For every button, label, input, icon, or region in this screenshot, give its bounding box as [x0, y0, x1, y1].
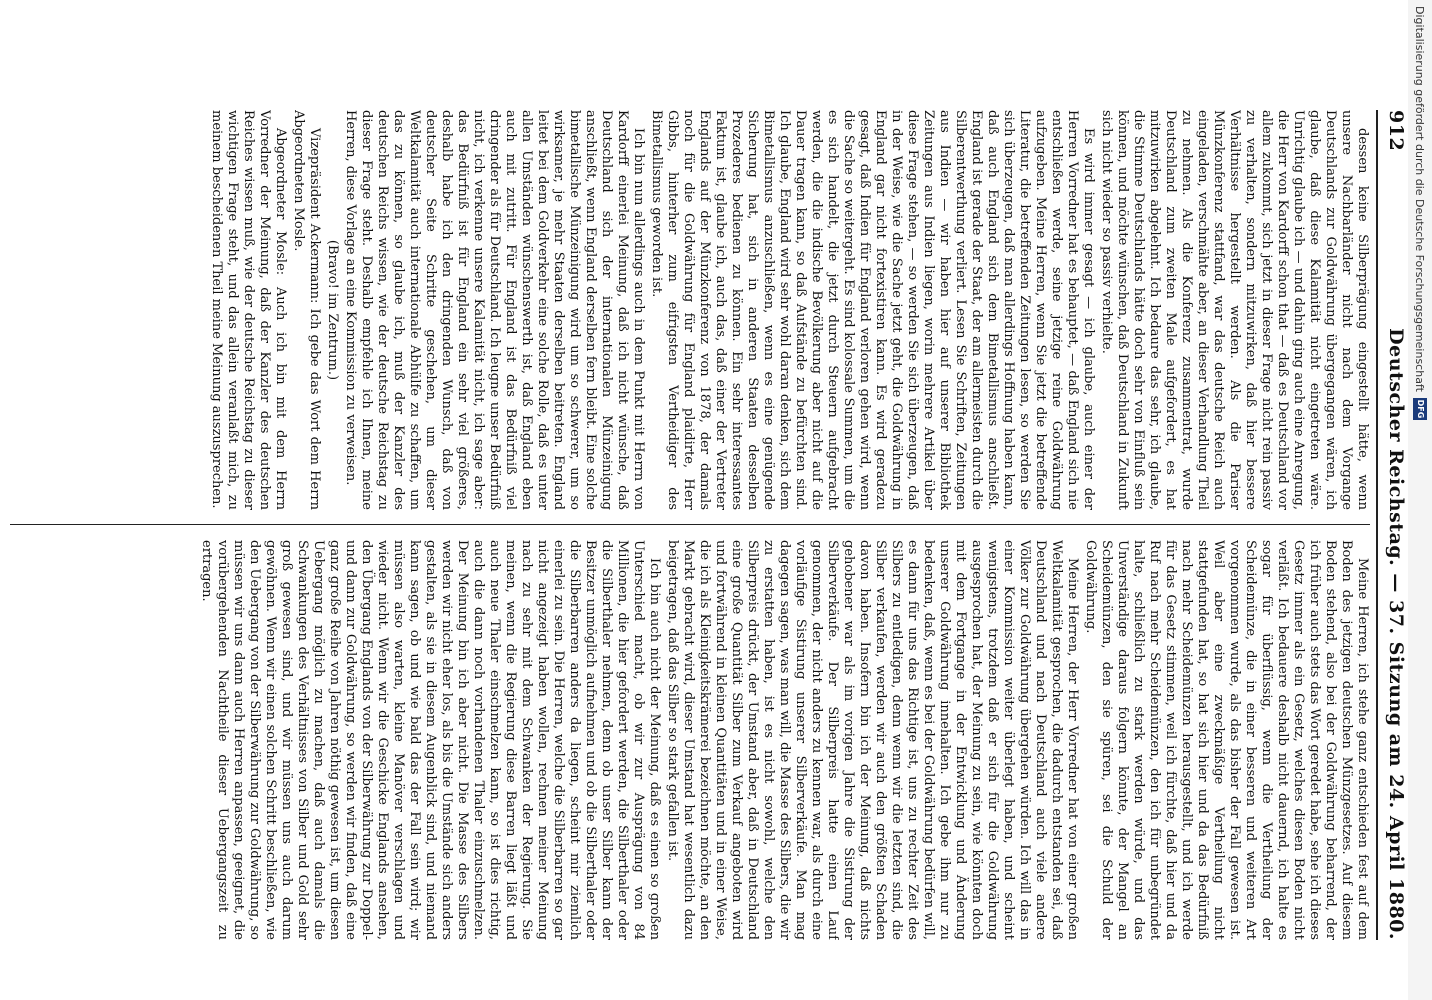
digitization-credit — [1408, 0, 1432, 1000]
text-column-right — [10, 540, 1370, 940]
page-number: 912 — [1385, 110, 1407, 152]
paragraph: Meine Herren, der Herr Vorredner hat von einer großen Weltkalamität gesprochen, die dadurch entstanden sei, daß Deutschland und nach Deutschland auch viele andere Völker zur Goldwährung übergehen würden. Ich will das in einer Kommission weiter überlegt haben, und scheint wenigstens, trotzdem daß er sich für die Goldwährung ausgesprochen hat, der Meinung zu sein, wie könnten doch mit dem Fortgange in der Entwicklung und Änderung unserer Goldwährung innehalten. Ich gebe ihm nur zu bedenken, daß, wenn es bei der Goldwährung bedürfen will, es dann für uns das Richtige ist, uns zu rechter Zeit des Silbers zu entledigen, denn wenn wir die letzten sind, die Silber verkaufen, werden wir auch den größten Schaden davon haben. Insofern bin ich der Meinung, daß nichts gehobener war als im vorigen Jahre die Sistirung der Silberverkäufe. Der Silberpreis hatte einen Lauf genommen, der nicht anders zu kennen war, als durch eine vorläufige Sistirung unserer Silberverkäufe. Man mag dagegen sagen, was man will, die Masse des Silbers, die wir zu erstatten haben, ist es nicht sowohl, welche den Silberpreis drückt, der Umstand aber, daß in Deutschland eine große Quantität Silber zum Verkauf angeboten wird und fortwährend in kleinen Quantitäten und in einer Weise, die ich als Kleinigkeitskrämerei bezeichnen möchte, an den Markt gebracht wird, dieser Umstand hat wesentlich dazu beigetragen, daß das Silber so stark gefallen ist. — [665, 540, 1080, 940]
paragraph: Ich bin auch nicht der Meinung, daß es einen so großen Unterschied macht, ob wir zur Ausprägung von 84 Millionen, die hier gefordert werden, die Silberthaler oder die Silberthaler nehmen, denn ob unser Silber kann der Besitzer unmöglich aufnehmen und ob die Silberthaler oder die Silberbarren anders da liegen, scheint mir ziemlich einerlei zu sein. Die Herren, welche die Silberbarren so gar nicht angezeigt haben wollen, rechnen meiner Meinung nach zu sehr mit dem Schwanken der Regierung. Sie meinen, wenn die Regierung diese Barren liegt läßt und auch neue Thaler einschmelzen kann, so ist dies richtig, auch die dann noch vorhandenen Thaler einzuschmelzen. Der Meinung bin ich aber nicht. Die Masse des Silbers werden wir nicht eher los, als bis die Umstände sich anders gestalten, als sie in diesem Augenblick sind, und niemand kann sagen, ob und wie bald das der Fall sein wird; wir müssen also warten, kleine Manöver verschlagen und wieder nicht. Wenn wir die Geschicke Englands ansehen, den Übergang Englands von der Silberwährung zur Doppel- und dann zur Goldwährung, so werden wir finden, daß eine ganz große Reihe von Jahren nöthig gewesen ist, um diesen Uebergang möglich zu machen, daß auch damals die Schwankungen des Verhältnisses von Silber und Gold sehr groß gewesen sind, und wir müssen uns auch darum gewöhnen. Wenn wir einen solchen Schritt beschließen, wie den Uebergang von der Silberwährung zur Goldwährung, so müssen wir uns dann auch Herren anpassen, geeignet, die vorübergehenden Nachtheile dieser Uebergangszeit zu ertragen. — [199, 540, 662, 940]
speaker-paragraph: Abgeordneter Mosle: Auch ich bin mit dem Herrn Vorredner der Meinung, daß der Kanzler des deutschen Reiches wissen muß, wie der deutsche Reichstag zu dieser wichtigen Frage steht, und das allein veranlaßt mich, zu meinem bescheidenen Theil meine Meinung auszusprechen. — [209, 110, 288, 510]
speaker-paragraph: Vizepräsident Ackermann: Ich gebe das Wort dem Herrn Abgeordneten Mosle. — [291, 110, 322, 510]
paragraph: dessen keine Silberprägung eingestellt hätte, wenn unsere Nachbarländer nicht nach dem Vorgange Deutschlands zur Goldwährung übergegangen wären, ich glaube, daß diese Kalamität nicht eingetreten wäre. Unrichtig glaube ich — und dahin ging auch eine Anregung, die Herr von Kardorff schon that — daß es Deutschland vor allem zukommt, sich jetzt in dieser Frage nicht rein passiv zu verhalten, sondern mitzuwirken, daß hier bessere Verhältnisse hergestellt werden. Als die Pariser Münzkonferenz stattfand, war das deutsche Reich auch eingeladen, verschmähte aber, an dieser Verhandlung Theil zu nehmen. Als die Konferenz zusammentrat, wurde Deutschland zum zweiten Male aufgefordert, es hat mitzuwirken abgelehnt. Ich bedaure das sehr, ich glaube, die Stimme Deutschlands hätte doch sehr von Einfluß sein können, und möchte wünschen, daß Deutschland in Zukunft sich nicht wieder so passiv verhielte. — [1099, 110, 1370, 510]
paragraph: Ich bin nun allerdings auch in dem Punkt mit Herrn von Kardorff einerlei Meinung, daß ich nicht wünsche, daß Deutschland sich der internationalen Münzeinigung anschließt, wenn England derselben fern bleibt. Eine solche bimetallische Münzeinigung wird um so schwerer, um so wirksamer, je mehr Staaten derselben beitreten. England leitet bei dem Goldverkehr eine solche Rolle, daß es unter allen Umständen wünschenswerth ist, daß England eben auch mit zutritt. Für England ist das Bedürfniß viel dringender als für Deutschland. Ich leugne unser Bedürfniß nicht, ich verkenne unsere Kalamität nicht, ich sage aber: das Bedürfniß ist für England ein sehr viel größeres, deshalb habe ich den dringenden Wunsch, daß von deutscher Seite Schritte geschehen, um dieser Weltkalamität auch internationale Abhülfe zu schaffen, um das zu können, so glaube ich, muß der Kanzler des deutschen Reichs wissen, wie der deutsche Reichstag zu dieser Frage steht. Deshalb empfehle ich Ihnen, meine Herren, diese Vorlage an eine Kommission zu verweisen. — [343, 110, 646, 510]
paragraph: Es wird immer gesagt — ich glaube, auch einer der Herren Vorredner hat es behauptet, — daß England sich nie entschließen werde, seine jetzige reine Goldwährung aufzugeben. Meine Herren, wenn Sie jetzt die betreffende Literatur, die betreffenden Zeitungen lesen, so werden Sie sich überzeugen, daß man allerdings Hoffnung haben kann, daß auch England sich dem Bimetallismus anschließt. England ist gerade der Staat, der am allermeisten durch die Silberentwerthung verliert. Lesen Sie Schriften, Zeitungen aus Indien — wir haben hier auf unserer Bibliothek Zeitungen aus Indien liegen, worin mehrere Artikel über diese Frage stehen, — so werden Sie sich überzeugen, daß in der Weise, wie die Sache jetzt geht, die Goldwährung in England gar nicht fortexistiren kann. Es wird geradezu gesagt, daß Indien für England verloren gehen wird, wenn die Sache so weitergeht. Es sind kolossale Summen, um die es sich handelt, die jetzt durch Steuern aufgebracht werden, die die indische Bevölkerung aber nicht auf die Dauer tragen kann, so daß Aufstände zu befürchten sind. Ich glaube, England wird sehr wohl daran denken, sich dem Bimetallismus anzuschließen, wenn es eine genügende Sicherung hat, sich in anderen Staaten desselben Prozederes bedienen zu können. Ein sehr interessantes Faktum ist, glaube ich, auch das, daß einer der Vertreter Englands auf der Münzkonferenz von 1878, der damals noch für die Goldwährung für England plaidirte, Herr Gibbs, hinterher zum eifrigsten Vertheidiger des Bimetallismus geworden ist. — [649, 110, 1096, 510]
paragraph: Meine Herren, ich stehe ganz entschieden fest auf dem Boden des jetzigen deutschen Münzgesetzes. Auf diesem Boden stehend, also bei der Goldwährung beharrend, der ich früher auch stets das Wort geredet habe, sehe ich dieses Gesetz immer als ein Gesetz, welches diesen Boden nicht verläßt. Ich bedauere deshalb nicht dauernd, ich halte es sogar für überflüssig, wenn die Vertheilung der Scheidemünze, die in einer besseren und weiteren Art vorgenommen wurde, als das bisher der Fall gewesen ist. Weil aber eine zweckmäßige Vertheilung nicht stattgefunden hat, so hat sich hier und da das Bedürfniß nach mehr Scheidemünzen herausgestellt, und ich werde für das Gesetz stimmen, weil ich fürchte, daß hier und da Ruf nach mehr Scheidemünzen, den ich für unbegründet halte, schließlich zu stark werden würde, und das Unverständige daraus folgern könnte, der Mangel an Scheidemünzen, den sie spüren, sei die Schuld der Goldwährung. — [1083, 540, 1370, 940]
credit-text: Digitalisierung gefördert durch die Deutsche Forschungsgemeinschaft — [1413, 6, 1427, 392]
applause-note: (Bravo! im Zentrum.) — [325, 239, 340, 381]
page-title: Deutscher Reichstag. — 37. Sitzung am 24. April 1880. — [1385, 328, 1407, 940]
text-column-left — [10, 110, 1370, 510]
dfg-logo: DFG — [1413, 398, 1427, 420]
column-divider — [10, 524, 1370, 525]
